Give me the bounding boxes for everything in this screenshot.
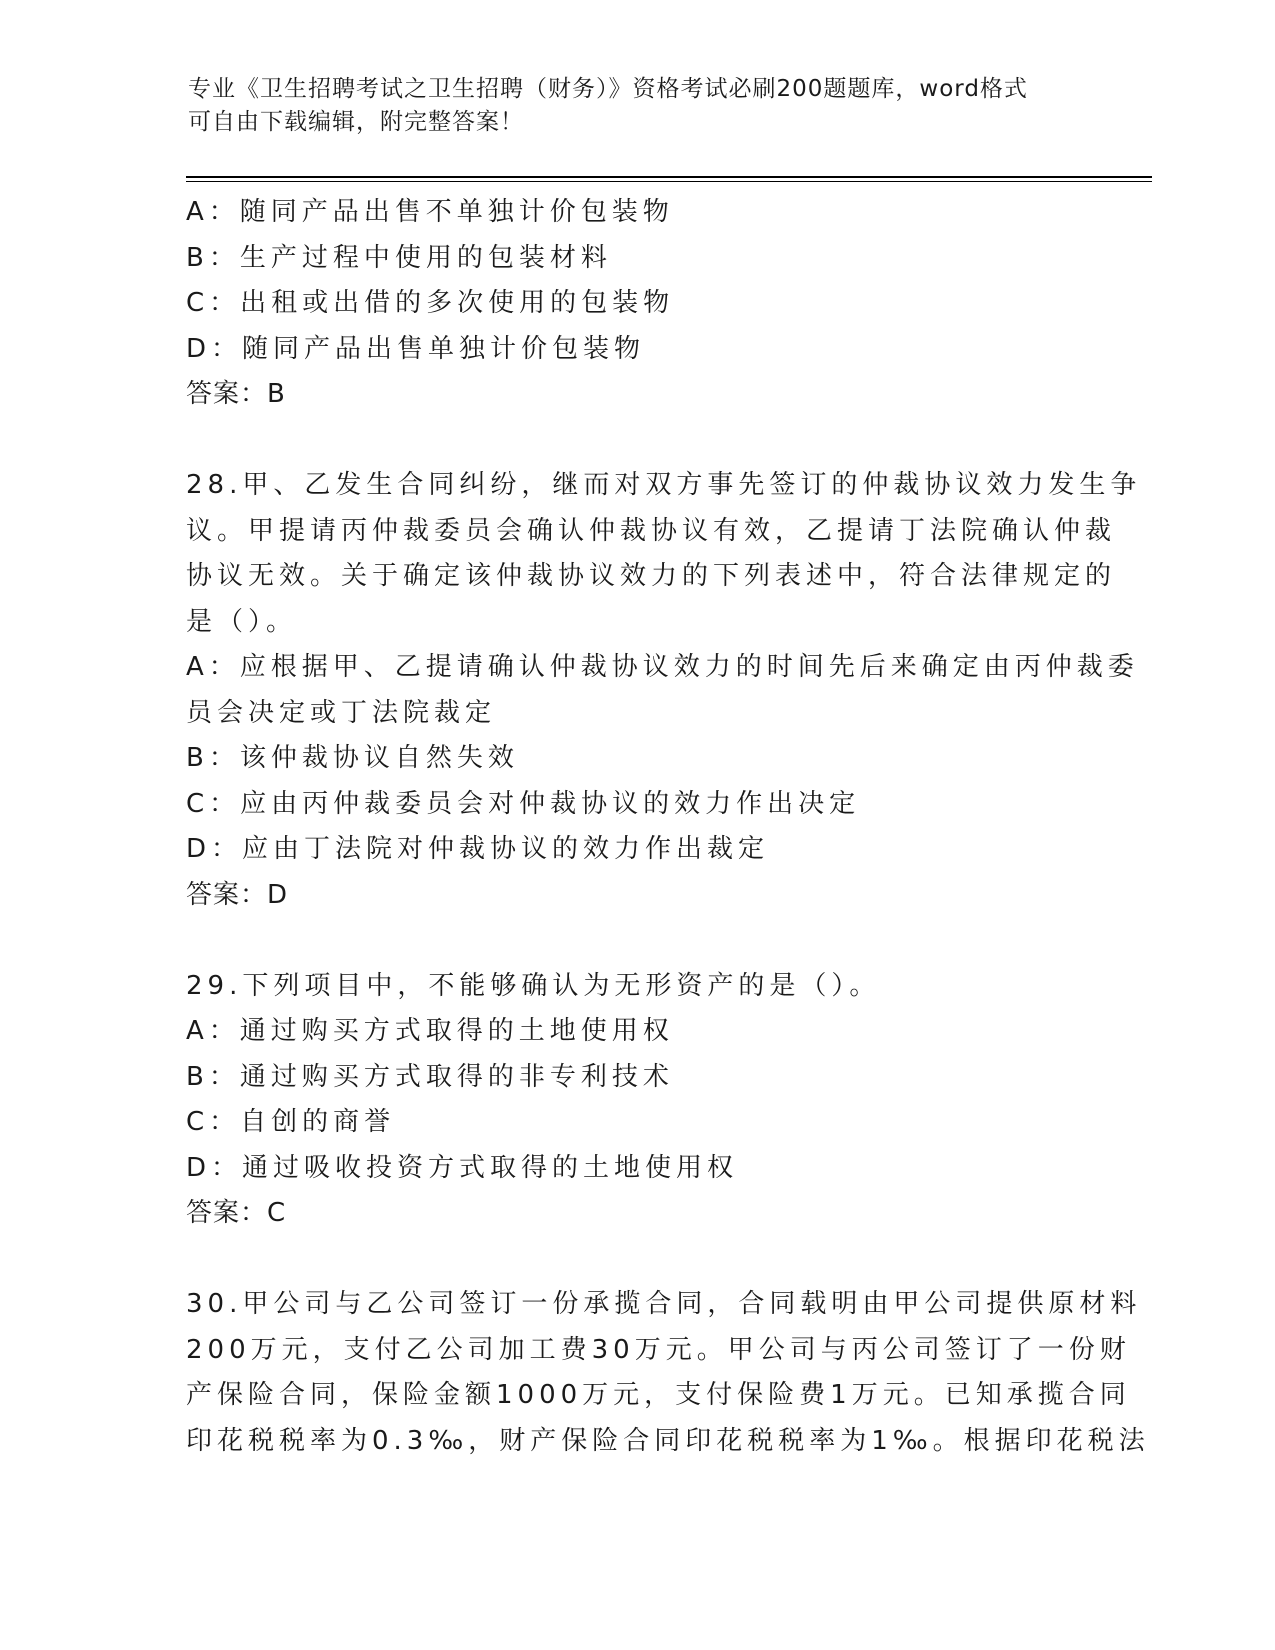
option-c: C：自创的商誉 bbox=[186, 1107, 396, 1137]
option-a: A：随同产品出售不单独计价包装物 bbox=[186, 197, 674, 227]
document-header bbox=[188, 73, 1068, 139]
question-stem-line: 30.甲公司与乙公司签订一份承揽合同，合同载明由甲公司提供原材料 bbox=[186, 1289, 1142, 1319]
answer-line: 答案：C bbox=[186, 1198, 287, 1228]
question-stem-line: 200万元，支付乙公司加工费30万元。甲公司与丙公司签订了一份财 bbox=[186, 1334, 1131, 1365]
option-a-continued: 员会决定或丁法院裁定 bbox=[186, 697, 497, 728]
question-29 bbox=[186, 964, 1086, 1237]
option-a: A：应根据甲、乙提请确认仲裁协议效力的时间先后来确定由丙仲裁委 bbox=[186, 652, 1139, 682]
header-line-2: 可自由下载编辑，附完整答案！ bbox=[188, 109, 524, 135]
option-c: C：出租或出借的多次使用的包装物 bbox=[186, 288, 675, 318]
question-27 bbox=[186, 190, 1086, 418]
option-c: C：应由丙仲裁委员会对仲裁协议的效力作出决定 bbox=[186, 788, 861, 819]
question-stem-line: 协议无效。关于确定该仲裁协议效力的下列表述中，符合法律规定的 bbox=[186, 561, 1117, 591]
question-30 bbox=[186, 1282, 1150, 1464]
header-line-1: 专业《卫生招聘考试之卫生招聘（财务）》资格考试必刷200题题库，word格式 bbox=[188, 76, 1028, 102]
header-divider-thick bbox=[186, 176, 1152, 178]
option-d: D：应由丁法院对仲裁协议的效力作出裁定 bbox=[186, 834, 770, 864]
question-stem-line: 议。甲提请丙仲裁委员会确认仲裁协议有效，乙提请丁法院确认仲裁 bbox=[186, 515, 1117, 546]
spacer bbox=[186, 1237, 1086, 1283]
question-stem-line: 印花税税率为0.3‰，财产保险合同印花税税率为1‰。根据印花税法 bbox=[186, 1425, 1150, 1456]
answer-line: 答案：B bbox=[186, 379, 286, 409]
question-stem-line: 产保险合同，保险金额1000万元，支付保险费1万元。已知承揽合同 bbox=[186, 1380, 1131, 1410]
option-b: B：生产过程中使用的包装材料 bbox=[186, 242, 612, 273]
option-b: B：该仲裁协议自然失效 bbox=[186, 743, 519, 773]
option-d: D：通过吸收投资方式取得的土地使用权 bbox=[186, 1152, 739, 1183]
document-body bbox=[186, 190, 1150, 1464]
option-d: D：随同产品出售单独计价包装物 bbox=[186, 333, 646, 364]
answer-line: 答案：D bbox=[186, 879, 289, 910]
question-stem-line: 28.甲、乙发生合同纠纷，继而对双方事先签订的仲裁协议效力发生争 bbox=[186, 470, 1142, 500]
question-stem-line: 是（）。 bbox=[186, 606, 298, 637]
header-divider-thin bbox=[186, 181, 1152, 182]
spacer bbox=[186, 918, 1086, 964]
option-a: A：通过购买方式取得的土地使用权 bbox=[186, 1016, 674, 1046]
option-b: B：通过购买方式取得的非专利技术 bbox=[186, 1061, 674, 1092]
question-stem-line: 29.下列项目中，不能够确认为无形资产的是（）。 bbox=[186, 970, 881, 1001]
question-28 bbox=[186, 463, 1142, 918]
spacer bbox=[186, 418, 1086, 464]
